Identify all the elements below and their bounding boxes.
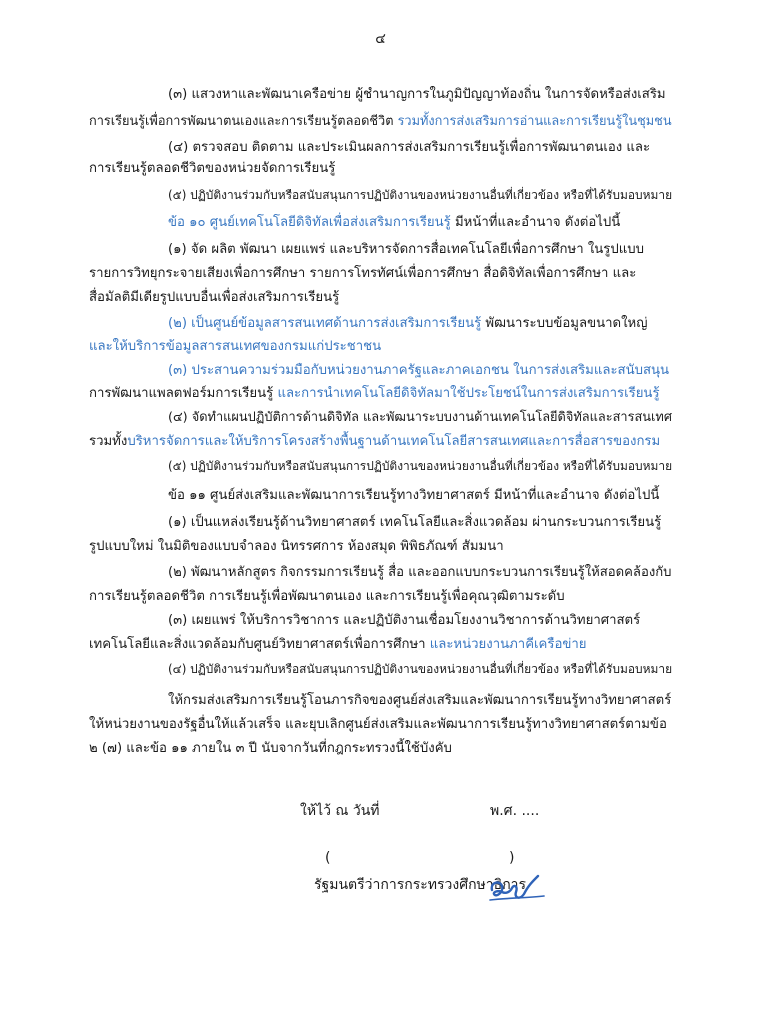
text-segment: (๓) เผยแพร่ ให้บริการวิชาการ และปฏิบัติงานเชื่อมโยงงานวิชาการด้านวิทยาศาสตร์ xyxy=(168,613,641,628)
text-segment: (๔) จัดทำแผนปฏิบัติการด้านดิจิทัล และพัฒนาระบบงานด้านเทคโนโลยีดิจิทัลและสารสนเทศ xyxy=(168,410,672,425)
text-segment: ๒ (๗) และข้อ ๑๑ ภายใน ๓ ปี นับจากวันที่กฎกระทรวงนี้ใช้บังคับ xyxy=(89,741,452,756)
text-line xyxy=(168,362,669,380)
given-on-label: ให้ไว้ ณ วันที่ xyxy=(300,803,380,819)
text-segment: (๕) ปฏิบัติงานร่วมกับหรือสนับสนุนการปฏิบัติงานของหน่วยงานอื่นที่เกี่ยวข้อง หรือที่ได้รับมอบหมาย xyxy=(168,459,673,473)
text-line xyxy=(168,86,666,104)
text-line xyxy=(89,338,381,356)
signature-paren-close: ) xyxy=(509,850,515,866)
text-segment: (๒) พัฒนาหลักสูตร กิจกรรมการเรียนรู้ สื่อ และออกแบบกระบวนการเรียนรู้ให้สอดคล้องกับ xyxy=(168,565,672,580)
text-line xyxy=(89,113,672,131)
highlighted-text: และให้บริการข้อมูลสารสนเทศของกรมแก่ประชาชน xyxy=(89,339,382,354)
text-line xyxy=(168,214,620,232)
text-segment: ให้หน่วยงานของรัฐอื่นให้แล้วเสร็จ และยุบเลิกศูนย์ส่งเสริมและพัฒนาการเรียนรู้ทางวิทยาศาสตร์ตามข้อ xyxy=(89,717,667,732)
text-segment: ข้อ ๑๑ ศูนย์ส่งเสริมและพัฒนาการเรียนรู้ทางวิทยาศาสตร์ มีหน้าที่และอำนาจ ดังต่อไปนี้ xyxy=(168,488,660,503)
text-line xyxy=(168,692,671,710)
highlighted-text: และหน่วยงานภาคีเครือข่าย xyxy=(429,637,587,652)
page-number: ๔ xyxy=(375,31,386,47)
text-line xyxy=(168,457,672,475)
text-segment: (๔) ปฏิบัติงานร่วมกับหรือสนับสนุนการปฏิบัติงานของหน่วยงานอื่นที่เกี่ยวข้อง หรือที่ได้รับมอบหมาย xyxy=(168,662,673,676)
text-line xyxy=(89,265,636,283)
text-line xyxy=(89,740,452,758)
text-line xyxy=(168,564,672,582)
text-segment: รูปแบบใหม่ ในมิติของแบบจำลอง นิทรรศการ ห้องสมุด พิพิธภัณฑ์ สัมมนา xyxy=(89,539,504,554)
text-segment: รวมทั้ง xyxy=(89,434,128,449)
highlighted-text: (๒) เป็นศูนย์ข้อมูลสารสนเทศด้านการส่งเสริมการเรียนรู้ xyxy=(168,316,486,331)
text-line xyxy=(89,636,587,654)
text-segment: (๑) เป็นแหล่งเรียนรู้ด้านวิทยาศาสตร์ เทคโนโลยีและสิ่งแวดล้อม ผ่านกระบวนการเรียนรู้ xyxy=(168,515,662,530)
text-segment: รายการวิทยุกระจายเสียงเพื่อการศึกษา รายการโทรทัศน์เพื่อการศึกษา สื่อดิจิทัลเพื่อการศึกษา และ xyxy=(89,266,637,281)
highlighted-text: รวมทั้งการส่งเสริมการอ่านและการเรียนรู้ในชุมชน xyxy=(397,114,672,129)
text-line xyxy=(89,538,504,556)
handwritten-initials-icon xyxy=(486,868,556,908)
highlighted-text: บริหารจัดการและให้บริการโครงสร้างพื้นฐานด้านเทคโนโลยีสารสนเทศและการสื่อสารของกรม xyxy=(127,434,661,449)
text-segment: (๔) ตรวจสอบ ติดตาม และประเมินผลการส่งเสริมการเรียนรู้เพื่อการพัฒนาตนเอง และ xyxy=(168,140,651,155)
text-line xyxy=(89,433,660,451)
text-line xyxy=(89,588,565,606)
text-line xyxy=(168,139,650,157)
text-line xyxy=(89,289,339,307)
signatory-title: รัฐมนตรีว่าการกระทรวงศึกษาธิการ xyxy=(314,877,527,893)
text-line xyxy=(168,514,661,532)
text-segment: มีหน้าที่และอำนาจ ดังต่อไปนี้ xyxy=(454,215,621,230)
text-line xyxy=(168,186,672,204)
text-line xyxy=(168,487,659,505)
text-line xyxy=(89,160,335,178)
signature-paren-open: ( xyxy=(325,850,331,866)
text-line xyxy=(168,409,672,427)
text-segment: ให้กรมส่งเสริมการเรียนรู้โอนภารกิจของศูนย์ส่งเสริมและพัฒนาการเรียนรู้ทางวิทยาศาสตร์ xyxy=(168,693,672,708)
text-segment: เทคโนโลยีและสิ่งแวดล้อมกับศูนย์วิทยาศาสตร์เพื่อการศึกษา xyxy=(89,637,430,652)
buddhist-year: พ.ศ. .... xyxy=(490,803,540,819)
text-segment: พัฒนาระบบข้อมูลขนาดใหญ่ xyxy=(485,316,648,331)
text-line xyxy=(168,315,647,333)
text-line xyxy=(89,716,667,734)
highlighted-text: (๓) ประสานความร่วมมือกับหน่วยงานภาครัฐและภาคเอกชน ในการส่งเสริมและสนับสนุน xyxy=(168,363,670,378)
highlighted-text: และการนำเทคโนโลยีดิจิทัลมาใช้ประโยชน์ในการส่งเสริมการเรียนรู้ xyxy=(277,386,660,401)
text-line xyxy=(168,612,640,630)
text-line xyxy=(168,241,644,259)
text-segment: สื่อมัลติมีเดียรูปแบบอื่นเพื่อส่งเสริมการเรียนรู้ xyxy=(89,290,340,305)
text-segment: การเรียนรู้เพื่อการพัฒนาตนเองและการเรียนรู้ตลอดชีวิต xyxy=(89,114,398,129)
text-segment: (๓) แสวงหาและพัฒนาเครือข่าย ผู้ชำนาญการในภูมิปัญญาท้องถิ่น ในการจัดหรือส่งเสริม xyxy=(168,87,666,102)
text-segment: การเรียนรู้ตลอดชีวิตของหน่วยจัดการเรียนรู้ xyxy=(89,161,336,176)
text-segment: การพัฒนาแพลตฟอร์มการเรียนรู้ xyxy=(89,386,278,401)
text-segment: การเรียนรู้ตลอดชีวิต การเรียนรู้เพื่อพัฒนาตนเอง และการเรียนรู้เพื่อคุณวุฒิตามระดับ xyxy=(89,589,565,604)
text-segment: (๑) จัด ผลิต พัฒนา เผยแพร่ และบริหารจัดการสื่อเทคโนโลยีเพื่อการศึกษา ในรูปแบบ xyxy=(168,242,644,257)
text-line xyxy=(168,660,672,678)
text-line xyxy=(89,385,660,403)
text-segment: (๕) ปฏิบัติงานร่วมกับหรือสนับสนุนการปฏิบัติงานของหน่วยงานอื่นที่เกี่ยวข้อง หรือที่ได้รับมอบหมาย xyxy=(168,188,673,202)
highlighted-text: ข้อ ๑๐ ศูนย์เทคโนโลยีดิจิทัลเพื่อส่งเสริมการเรียนรู้ xyxy=(168,215,455,230)
